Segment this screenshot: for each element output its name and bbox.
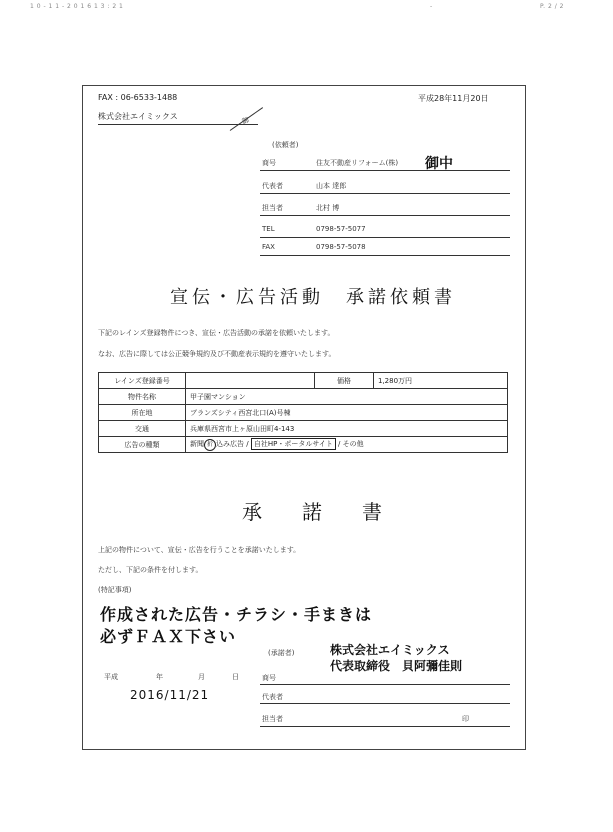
date-month-label: 月 — [198, 673, 205, 681]
property-name-value: 甲子園マンション — [186, 389, 508, 405]
ad-type-boxed: 自社HP・ポータルサイト — [251, 438, 336, 450]
handwritten-note-line-1: 作成された広告・チラシ・手まきは — [100, 605, 373, 624]
table-row — [99, 389, 508, 405]
recipient-underline — [98, 124, 258, 125]
consent-rep-label: 代表者 — [262, 693, 283, 701]
sender-tel-value: 0798-57-5077 — [316, 225, 366, 233]
price-value: 1,280万円 — [374, 373, 508, 389]
consent-name-line — [260, 684, 510, 685]
stamp-company: 株式会社エイミックス — [330, 643, 450, 657]
table-row — [99, 405, 508, 421]
sender-name-line — [260, 170, 510, 171]
table-row — [99, 373, 508, 389]
sender-rep-line — [260, 193, 510, 194]
consent-title: 承 諾 書 — [242, 500, 382, 524]
sender-fax-value: 0798-57-5078 — [316, 243, 366, 251]
sender-tel-label: TEL — [262, 225, 275, 233]
recipient-suffix: 御 — [240, 116, 251, 126]
seal-mark: 印 — [462, 715, 469, 723]
property-table — [98, 372, 508, 453]
date-era: 平成 — [104, 673, 118, 681]
consent-rep-line — [260, 703, 510, 704]
ad-type-insert: 込み広告 / — [216, 440, 249, 448]
consent-paragraph-2: ただし、下記の条件を付します。 — [98, 566, 203, 574]
request-title: 宣伝・広告活動 承諾依頼書 — [170, 287, 456, 308]
receiver-label: (承諾者) — [268, 649, 295, 657]
table-row — [99, 437, 508, 453]
handwritten-note-line-2: 必ずＦＡＸ下さい — [100, 627, 237, 646]
consent-person-label: 担当者 — [262, 715, 283, 723]
location-label: 所在地 — [99, 405, 186, 421]
ad-type-value — [186, 437, 508, 453]
handwritten-date: 2016/11/21 — [130, 688, 210, 702]
reins-number-value — [186, 373, 315, 389]
sender-section-label: (依頼者) — [272, 141, 299, 149]
ad-type-circled: 折 — [204, 439, 216, 451]
sender-fax-label: FAX — [262, 243, 275, 251]
sender-person-label: 担当者 — [262, 204, 283, 212]
consent-name-label: 商号 — [262, 674, 276, 682]
request-paragraph-2: なお、広告に際しては公正競争規約及び不動産表示規約を遵守いたします。 — [98, 350, 336, 358]
ad-type-newspaper: 新聞 — [190, 440, 204, 448]
fax-header-center: - — [430, 3, 433, 10]
date-year-label: 年 — [156, 673, 163, 681]
ad-type-label: 広告の種類 — [99, 437, 186, 453]
fax-header-left: 1 0 - 1 1 - 2 0 1 6 1 3 : 2 1 — [30, 3, 124, 10]
consent-person-line — [260, 726, 510, 727]
date-day-label: 日 — [232, 673, 239, 681]
document-date: 平成28年11月20日 — [418, 94, 489, 103]
recipient-company: 株式会社エイミックス — [98, 112, 178, 121]
stamp-representative: 代表取締役 貝阿彌佳則 — [330, 659, 463, 673]
sender-onchu: 御中 — [425, 156, 453, 172]
fax-header-right: P. 2 / 2 — [540, 3, 564, 10]
price-label: 価格 — [315, 373, 374, 389]
property-name-label: 物件名称 — [99, 389, 186, 405]
sender-fax-line — [260, 255, 510, 256]
sender-rep-label: 代表者 — [262, 182, 283, 190]
sender-rep-value: 山本 達郎 — [316, 182, 347, 190]
consent-paragraph-1: 上記の物件について、宣伝・広告を行うことを承諾いたします。 — [98, 546, 301, 554]
sender-person-line — [260, 215, 510, 216]
access-label: 交通 — [99, 421, 186, 437]
table-row — [99, 421, 508, 437]
sender-tel-line — [260, 237, 510, 238]
ad-type-other: / その他 — [335, 440, 364, 448]
conditions-label: (特記事項) — [98, 586, 132, 594]
sender-person-value: 北村 博 — [316, 204, 340, 212]
sender-name: 住友不動産リフォーム(株) — [316, 159, 399, 167]
sender-name-label: 商号 — [262, 159, 276, 167]
access-value: 兵庫県西宮市上ヶ原山田町4-143 — [186, 421, 508, 437]
fax-number: FAX : 06-6533-1488 — [98, 93, 178, 102]
reins-number-label: レインズ登録番号 — [99, 373, 186, 389]
location-value: ブランズシティ西宮北口(A)号棟 — [186, 405, 508, 421]
request-paragraph-1: 下記のレインズ登録物件につき、宣伝・広告活動の承諾を依頼いたします。 — [98, 329, 335, 337]
